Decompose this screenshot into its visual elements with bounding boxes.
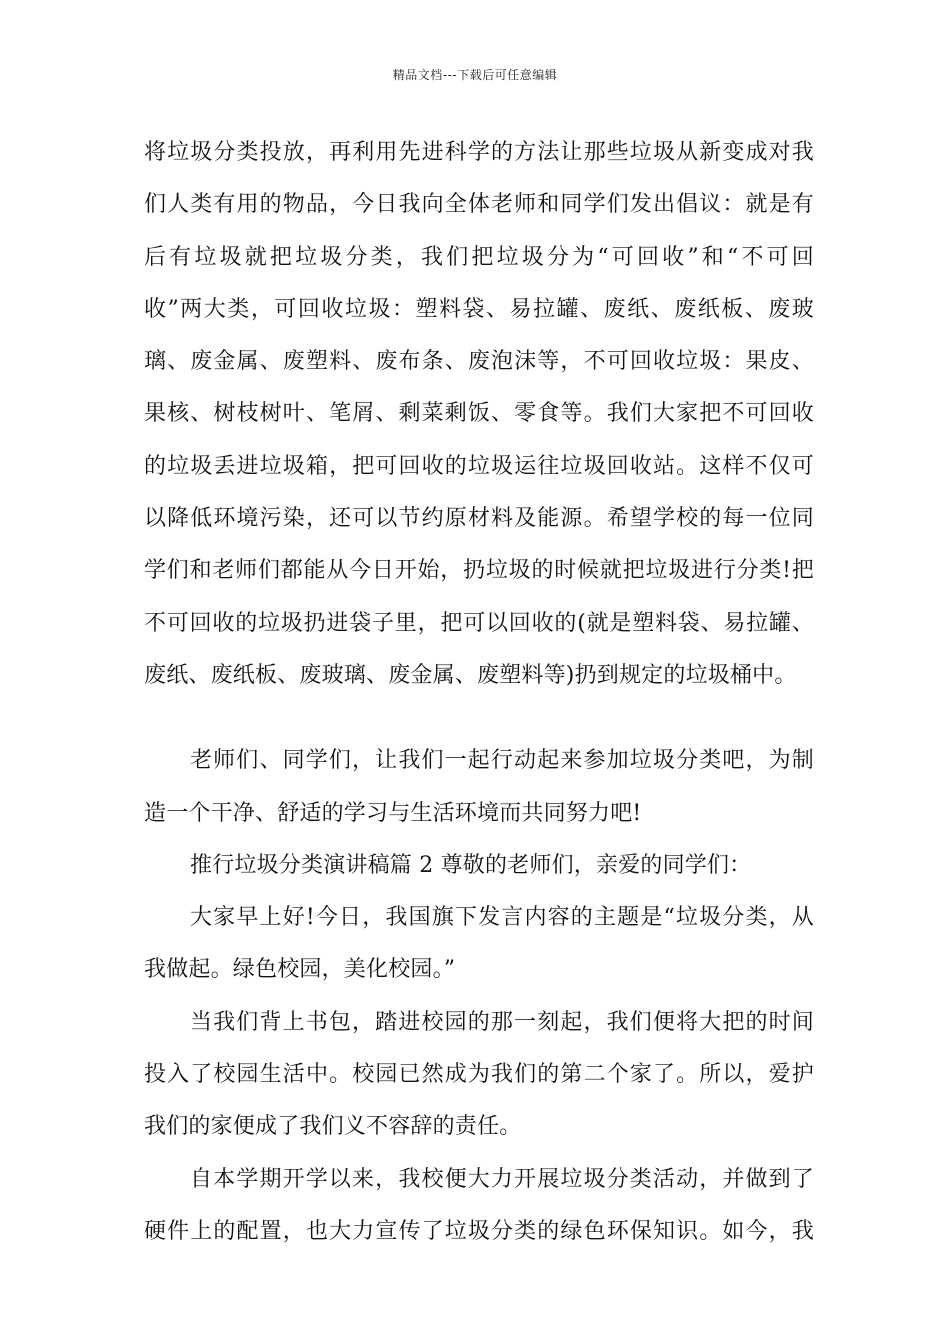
text-line: 推行垃圾分类演讲稿篇 2 尊敬的老师们，亲爱的同学们：	[190, 852, 752, 878]
text-line: 们人类有用的物品，今日我向全体老师和同学们发出倡议：就是有	[144, 192, 814, 218]
text-line: 以降低环境污染，还可以节约原材料及能源。希望学校的每一位同	[144, 506, 814, 532]
text-line: 废纸、废纸板、废玻璃、废金属、废塑料等)扔到规定的垃圾桶中。	[144, 662, 797, 688]
paragraph	[144, 741, 814, 846]
text-line: 收”两大类，可回收垃圾：塑料袋、易拉罐、废纸、废纸板、废玻	[144, 296, 814, 322]
text-line: 投入了校园生活中。校园已然成为我们的第二个家了。所以，爱护	[144, 1062, 814, 1088]
text-line: 当我们背上书包，踏进校园的那一刻起，我们便将大把的时间	[190, 1009, 814, 1035]
paragraph	[144, 846, 814, 898]
paragraph	[144, 1160, 814, 1265]
text-line: 大家早上好!今日，我国旗下发言内容的主题是“垃圾分类，从	[190, 905, 814, 931]
text-line: 璃、废金属、废塑料、废布条、废泡沫等，不可回收垃圾：果皮、	[144, 349, 814, 375]
text-line: 造一个干净、舒适的学习与生活环境而共同努力吧!	[144, 800, 642, 826]
paragraph	[144, 1003, 814, 1160]
paragraph	[144, 898, 814, 1003]
text-line: 硬件上的配置，也大力宣传了垃圾分类的绿色环保知识。如今，我	[144, 1218, 814, 1244]
text-line: 自本学期开学以来，我校便大力开展垃圾分类活动，并做到了	[190, 1166, 814, 1192]
text-line: 学们和老师们都能从今日开始，扔垃圾的时候就把垃圾进行分类!把	[144, 558, 814, 584]
text-line: 老师们、同学们，让我们一起行动起来参加垃圾分类吧，为制	[190, 748, 814, 774]
text-line: 的垃圾丢进垃圾箱，把可回收的垃圾运往垃圾回收站。这样不仅可	[144, 453, 814, 479]
document-header: 精品文档---下载后可任意编辑	[392, 68, 558, 82]
text-line: 将垃圾分类投放，再利用先进科学的方法让那些垃圾从新变成对我	[144, 140, 814, 165]
text-line: 果核、树枝树叶、笔屑、剩菜剩饭、零食等。我们大家把不可回收	[144, 401, 814, 427]
text-line: 后有垃圾就把垃圾分类，我们把垃圾分为“可回收”和“不可回	[144, 244, 814, 270]
paragraph-gap	[144, 708, 814, 741]
document-body	[144, 133, 814, 1264]
text-line: 我做起。绿色校园，美化校园。”	[144, 957, 456, 983]
text-line: 我们的家便成了我们义不容辞的责任。	[144, 1114, 522, 1140]
text-line: 不可回收的垃圾扔进袋子里，把可以回收的(就是塑料袋、易拉罐、	[144, 610, 814, 636]
paragraph	[144, 133, 814, 708]
